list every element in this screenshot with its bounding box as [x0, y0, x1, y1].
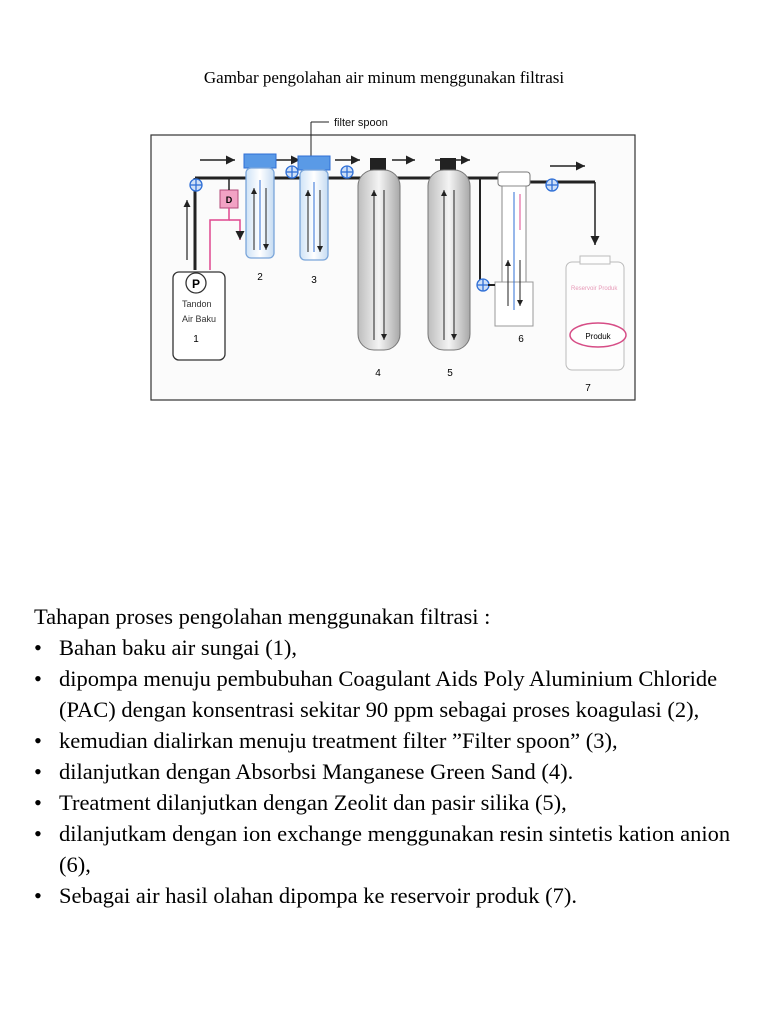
steps-intro: Tahapan proses pengolahan menggunakan filtrasi :	[34, 604, 491, 629]
figure-caption: Gambar pengolahan air minum menggunakan filtrasi	[203, 68, 565, 87]
callout-filter-spoon: filter spoon	[334, 117, 388, 129]
product-reservoir	[566, 256, 626, 370]
valve-icon	[546, 179, 558, 191]
valve-icon	[477, 279, 489, 291]
list-item: • Bahan baku air sungai (1),	[34, 635, 298, 660]
valve-icon	[286, 166, 298, 178]
cartridge-housing-3	[298, 156, 330, 260]
list-item: • dilanjutkam dengan ion exchange menggunakan resin sintetis kation anion (6),	[34, 821, 731, 877]
svg-text:1: 1	[193, 334, 199, 345]
cartridge-housing-2	[244, 154, 276, 258]
svg-text:Tandon: Tandon	[182, 299, 212, 309]
list-item: • dipompa menuju pembubuhan Coagulant Aids Poly Aluminium Chloride (PAC) dengan konsentrasi sekitar 90 ppm sebagai proses koagulasi (2),	[34, 666, 718, 722]
process-steps	[34, 601, 734, 911]
svg-text:P: P	[191, 277, 201, 291]
valve-icon	[190, 179, 202, 191]
svg-text:3: 3	[311, 275, 317, 286]
svg-text:Air Baku: Air Baku	[182, 314, 217, 324]
svg-text:5: 5	[447, 368, 453, 379]
svg-text:2: 2	[257, 272, 263, 283]
svg-text:7: 7	[585, 383, 591, 394]
green-sand-tank	[358, 158, 400, 350]
list-item: • kemudian dialirkan menuju treatment filter ”Filter spoon” (3),	[34, 728, 618, 753]
svg-text:Reservoir Produk: Reservoir Produk	[571, 286, 618, 292]
svg-text:Produk: Produk	[585, 332, 611, 341]
list-item: • Treatment dilanjutkan dengan Zeolit dan pasir silika (5),	[34, 790, 567, 815]
list-item: • Sebagai air hasil olahan dipompa ke reservoir produk (7).	[34, 883, 577, 908]
svg-text:D: D	[225, 195, 233, 205]
valve-icon	[341, 166, 353, 178]
svg-text:4: 4	[375, 368, 381, 379]
steps-list	[34, 632, 734, 911]
filtration-diagram	[140, 110, 640, 405]
list-item: • dilanjutkan dengan Absorbsi Manganese Green Sand (4).	[34, 759, 574, 784]
zeolite-sand-tank	[428, 158, 470, 350]
svg-text:6: 6	[518, 334, 524, 345]
